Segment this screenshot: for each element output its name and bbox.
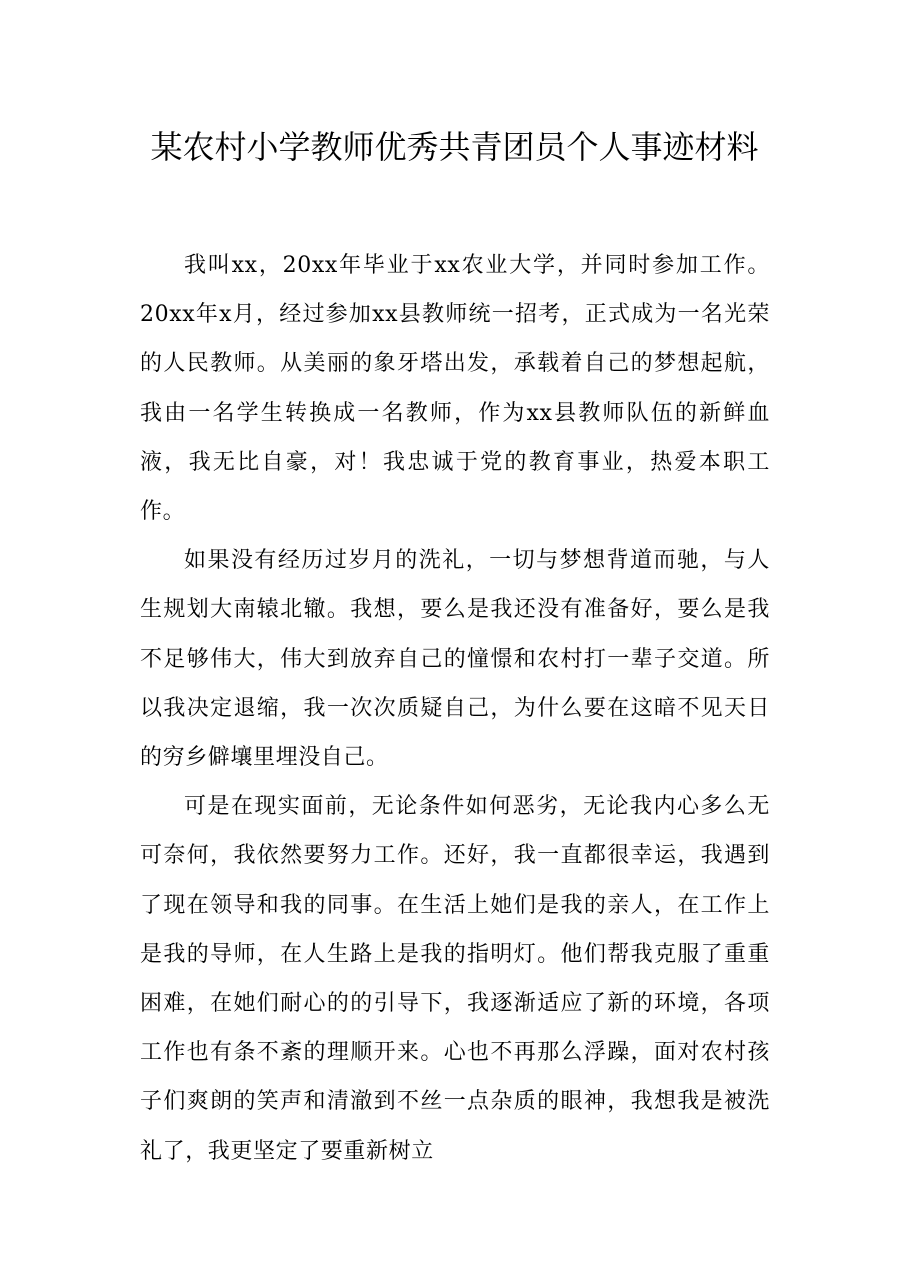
paragraph-3: 可是在现实面前，无论条件如何恶劣，无论我内心多么无可奈何，我依然要努力工作。还好，我一直都很幸运，我遇到了现在领导和我的同事。在生活上她们是我的亲人，在工作上是我的导师，在人生路上是我的指明灯。他们帮我克服了重重困难，在她们耐心的的引导下，我逐渐适应了新的环境，各项工作也有条不紊的理顺开来。心也不再那么浮躁，面对农村孩子们爽朗的笑声和清澈到不丝一点杂质的眼神，我想我是被洗礼了，我更坚定了要重新树立 bbox=[140, 794, 770, 1164]
document-body bbox=[140, 241, 770, 1176]
document-title: 某农村小学教师优秀共青团员个人事迹材料 bbox=[150, 128, 759, 166]
paragraph-1: 我叫xx，20xx年毕业于xx农业大学，并同时参加工作。20xx年x月，经过参加xx县教师统一招考，正式成为一名光荣的人民教师。从美丽的象牙塔出发，承载着自己的梦想起航，我由一名学生转换成一名教师，作为xx县教师队伍的新鲜血液，我无比自豪，对！我忠诚于党的教育事业，热爱本职工作。 bbox=[140, 253, 770, 525]
paragraph-2: 如果没有经历过岁月的洗礼，一切与梦想背道而驰，与人生规划大南辕北辙。我想，要么是我还没有准备好，要么是我不足够伟大，伟大到放弃自己的憧憬和农村打一辈子交道。所以我决定退缩，我一次次质疑自己，为什么要在这暗不见天日的穷乡僻壤里埋没自己。 bbox=[140, 548, 770, 771]
